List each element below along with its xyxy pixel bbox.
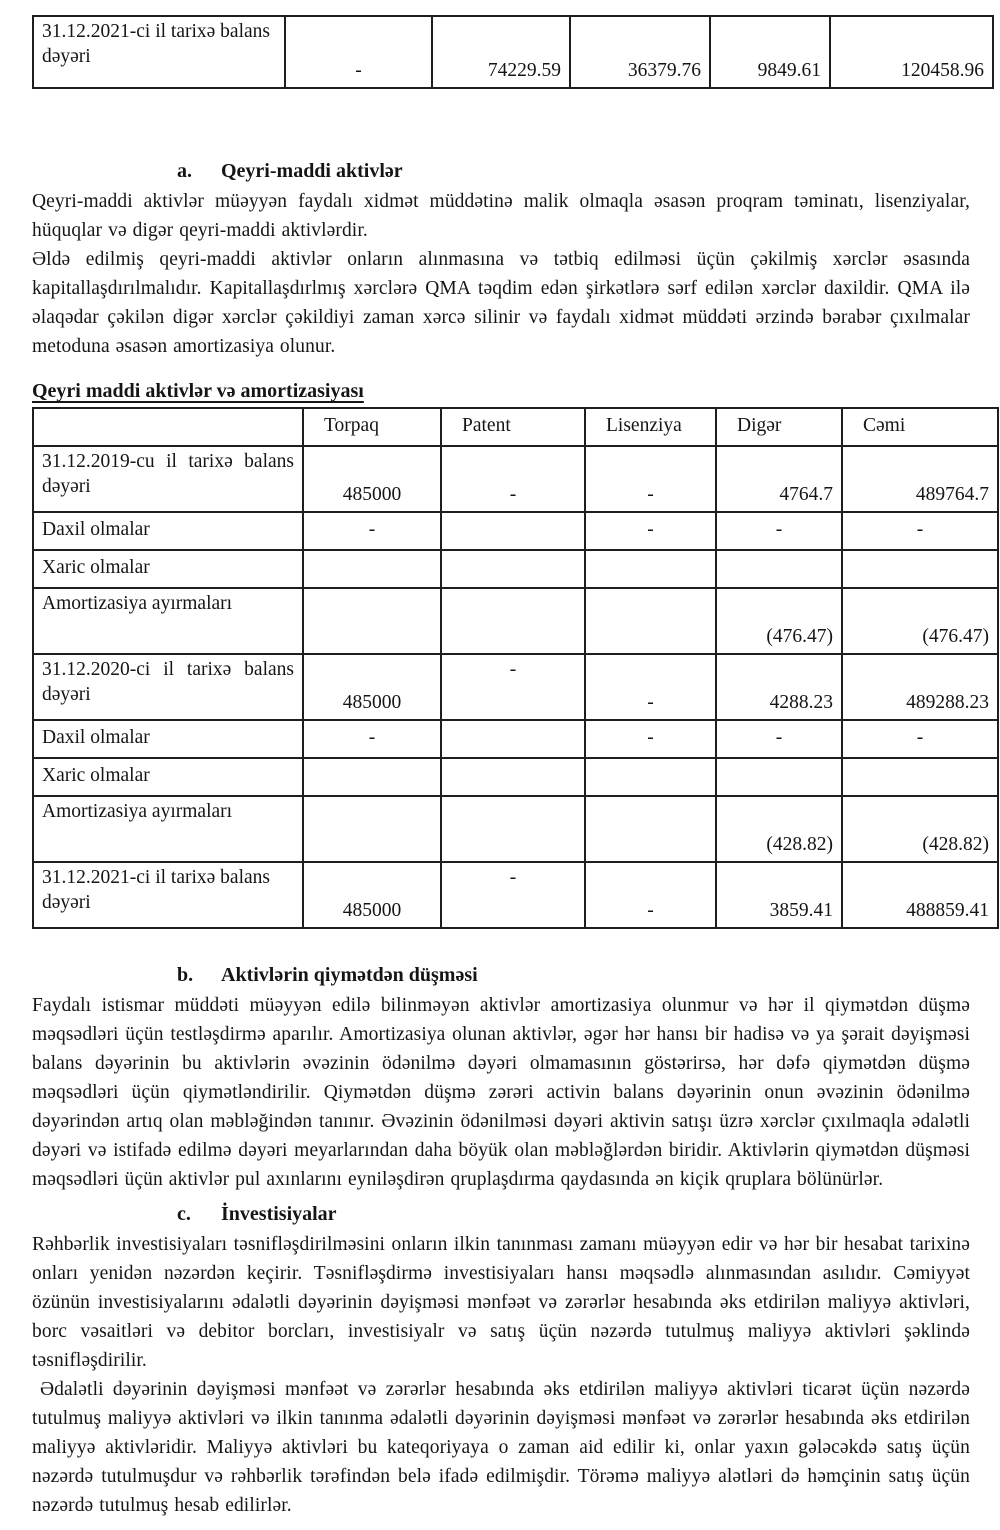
row-label-cell: 31.12.2021-ci il tarixə balans dəyəri [33,16,285,88]
value-cell [585,758,716,796]
header-cell [33,408,303,446]
row-label-cell: 31.12.2021-ci il tarixə balans dəyəri [33,862,303,928]
table-row-amortization [33,588,998,654]
value-cell: - [585,512,716,550]
value-cell: - [441,446,585,512]
section-a-marker: a. [177,160,192,182]
value-cell: - [585,862,716,928]
value-cell: 485000 [303,654,441,720]
value-cell [716,550,842,588]
value-cell [585,796,716,862]
value-cell: 489764.7 [842,446,998,512]
section-b-title: Aktivlərin qiymətdən düşməsi [221,964,478,986]
value-cell [716,758,842,796]
value-cell: - [842,512,998,550]
value-cell: (428.82) [842,796,998,862]
value-cell [842,758,998,796]
section-b-paragraph-1: Faydalı istismar müddəti müəyyən edilə bilinməyən aktivlər amortizasiya olunmur və hər il qiymətdən düşmə məqsədləri üçün testləşdirmə aparılır. Amortizasiya olunan aktivlər, əgər hər hansı bir hadisə və ya şərait dəyişməsi balans dəyərinin bu aktivlərin əvəzinin ödənilmə dəyəri olmamasının göstərirsə, hər dəfə qiymətdən düşmə məqsədləri üçün qiymətləndirilir. Qiymətdən düşmə zərəri activin balans dəyərinin onun əvəzinin ödənilmə dəyərindən artıq olan məbləğindən tanınır. Əvəzinin ödənilməsi dəyəri aktivin satışı üzrə xərclər çıxılmaqla ədalətli dəyəri və istifadə edilmə dəyəri meyarlarından daha böyük olan məbləğlərdən biridir. Aktivlərin qiymətdən düşməsi məqsədləri üçün aktivlər pul axınlarını eyniləşdirən qruplaşdırma qaydasında ən kiçik qruplara bölünürlər. [32,995,970,1190]
table-row-disposals [33,550,998,588]
section-b-marker: b. [177,964,194,986]
header-cell-torpaq: Torpaq [303,408,441,446]
value-cell: 74229.59 [432,16,570,88]
table-row-balance-2021 [33,862,998,928]
intangible-assets-table [32,407,999,929]
header-cell-diger: Digər [716,408,842,446]
value-cell: - [303,720,441,758]
value-cell: 485000 [303,446,441,512]
table-row-additions [33,720,998,758]
value-cell: - [716,512,842,550]
value-cell [441,796,585,862]
row-label-cell: Daxil olmalar [33,512,303,550]
table-row-amortization [33,796,998,862]
value-cell [441,758,585,796]
value-cell: 488859.41 [842,862,998,928]
value-cell: 4288.23 [716,654,842,720]
section-a-paragraph-2: Əldə edilmiş qeyri-maddi aktivlər onların alınmasına və tətbiq edilməsi üçün çəkilmiş xərclər əsasında kapitallaşdırılmalıdır. Kapitallaşdırlmış xərclərə QMA təqdim edən şirkətlərə sərf edilən xərclər daxildir. QMA ilə əlaqədar çəkilən digər xərclər çəkildiyi zaman xərcə silinir və faydalı xidmət müddəti ərzində bərabər çıxılmalar metoduna əsasən amortizasiya olunur. [32,249,970,357]
value-cell: 489288.23 [842,654,998,720]
row-label-cell: Amortizasiya ayırmaları [33,588,303,654]
section-c-heading [32,1200,970,1229]
value-cell: 4764.7 [716,446,842,512]
section-b-heading [32,961,970,990]
table-row [33,16,993,88]
value-cell: - [441,654,585,720]
value-cell: - [585,720,716,758]
row-label-cell: 31.12.2020-ci il tarixə balans dəyəri [33,654,303,720]
row-label-cell: Xaric olmalar [33,758,303,796]
value-cell: (476.47) [842,588,998,654]
row-label-cell: Daxil olmalar [33,720,303,758]
value-cell [441,550,585,588]
table-title-text: Qeyri maddi aktivlər və amortizasiyası [32,380,364,402]
section-a-heading [32,157,970,186]
row-label-cell: 31.12.2019-cu il tarixə balans dəyəri [33,446,303,512]
row-label-cell: Xaric olmalar [33,550,303,588]
value-cell [585,588,716,654]
value-cell: - [585,446,716,512]
carryover-table-fragment [32,15,994,89]
table-row-additions [33,512,998,550]
table-row-balance-2019 [33,446,998,512]
value-cell: (428.82) [716,796,842,862]
table-header-row [33,408,998,446]
value-cell [303,758,441,796]
row-label-cell: Amortizasiya ayırmaları [33,796,303,862]
value-cell: 9849.61 [710,16,830,88]
value-cell [441,588,585,654]
value-cell [585,550,716,588]
value-cell: - [716,720,842,758]
section-c-paragraph-1: Rəhbərlik investisiyaları təsnifləşdirilməsini onların ilkin tanınması zamanı müəyyən edir və hər bir hesabat tarixinə onları yenidən nəzərdən keçirir. Təsnifləşdirmə investisiyaları hansı məqsədlə alınmasından asılıdır. Cəmiyyət özünün investisiyalarını ədalətli dəyərinin dəyişməsi mənfəət və zərərlər hesabında əks etdirilən maliyyə aktivləri, borc vəsaitləri və debitor borcları, investisiyalr və satış üçün nəzərdə tutulmuş maliyyə aktivləri şəklində təsnifləşdirilir. [32,1234,970,1371]
table-title [32,377,970,405]
value-cell: 485000 [303,862,441,928]
section-a-paragraph-1: Qeyri-maddi aktivlər müəyyən faydalı xidmət müddətinə malik olmaqla əsasən proqram təminatı, lisenziyalar, hüquqlar və digər qeyri-maddi aktivlərdir. [32,191,970,241]
table-row-balance-2020 [33,654,998,720]
value-cell: 120458.96 [830,16,993,88]
section-c-title: İnvestisiyalar [221,1203,337,1225]
value-cell: (476.47) [716,588,842,654]
value-cell: - [303,512,441,550]
header-cell-cemi: Cəmi [842,408,998,446]
section-a-title: Qeyri-maddi aktivlər [221,160,403,182]
header-cell-lisenziya: Lisenziya [585,408,716,446]
value-cell [303,550,441,588]
section-c-paragraph-2: Ədalətli dəyərinin dəyişməsi mənfəət və zərərlər hesabında əks etdirilən maliyyə aktivləri ticarət üçün nəzərdə tutulmuş maliyyə aktivləri və ilkin tanınma ədalətli dəyərinin dəyişməsi mənfəət və zərərlər hesabında əks etdirilən maliyyə aktivləridir. Maliyyə aktivləri bu kateqoriyaya o zaman aid edilir ki, onlar yaxın gələcəkdə satış üçün nəzərdə tutulmuşdur və rəhbərlik tərəfindən belə ifadə edilmişdir. Törəmə maliyyə alətləri də həmçinin satış üçün nəzərdə tutulmuş hesab edilirlər. [32,1379,970,1516]
value-cell [842,550,998,588]
value-cell: - [842,720,998,758]
section-c-marker: c. [177,1203,191,1225]
value-cell [303,588,441,654]
table-row-disposals [33,758,998,796]
value-cell: 36379.76 [570,16,710,88]
value-cell [441,512,585,550]
value-cell: 3859.41 [716,862,842,928]
header-cell-patent: Patent [441,408,585,446]
value-cell [441,720,585,758]
value-cell: - [585,654,716,720]
value-cell [303,796,441,862]
value-cell: - [441,862,585,928]
value-cell: - [285,16,432,88]
